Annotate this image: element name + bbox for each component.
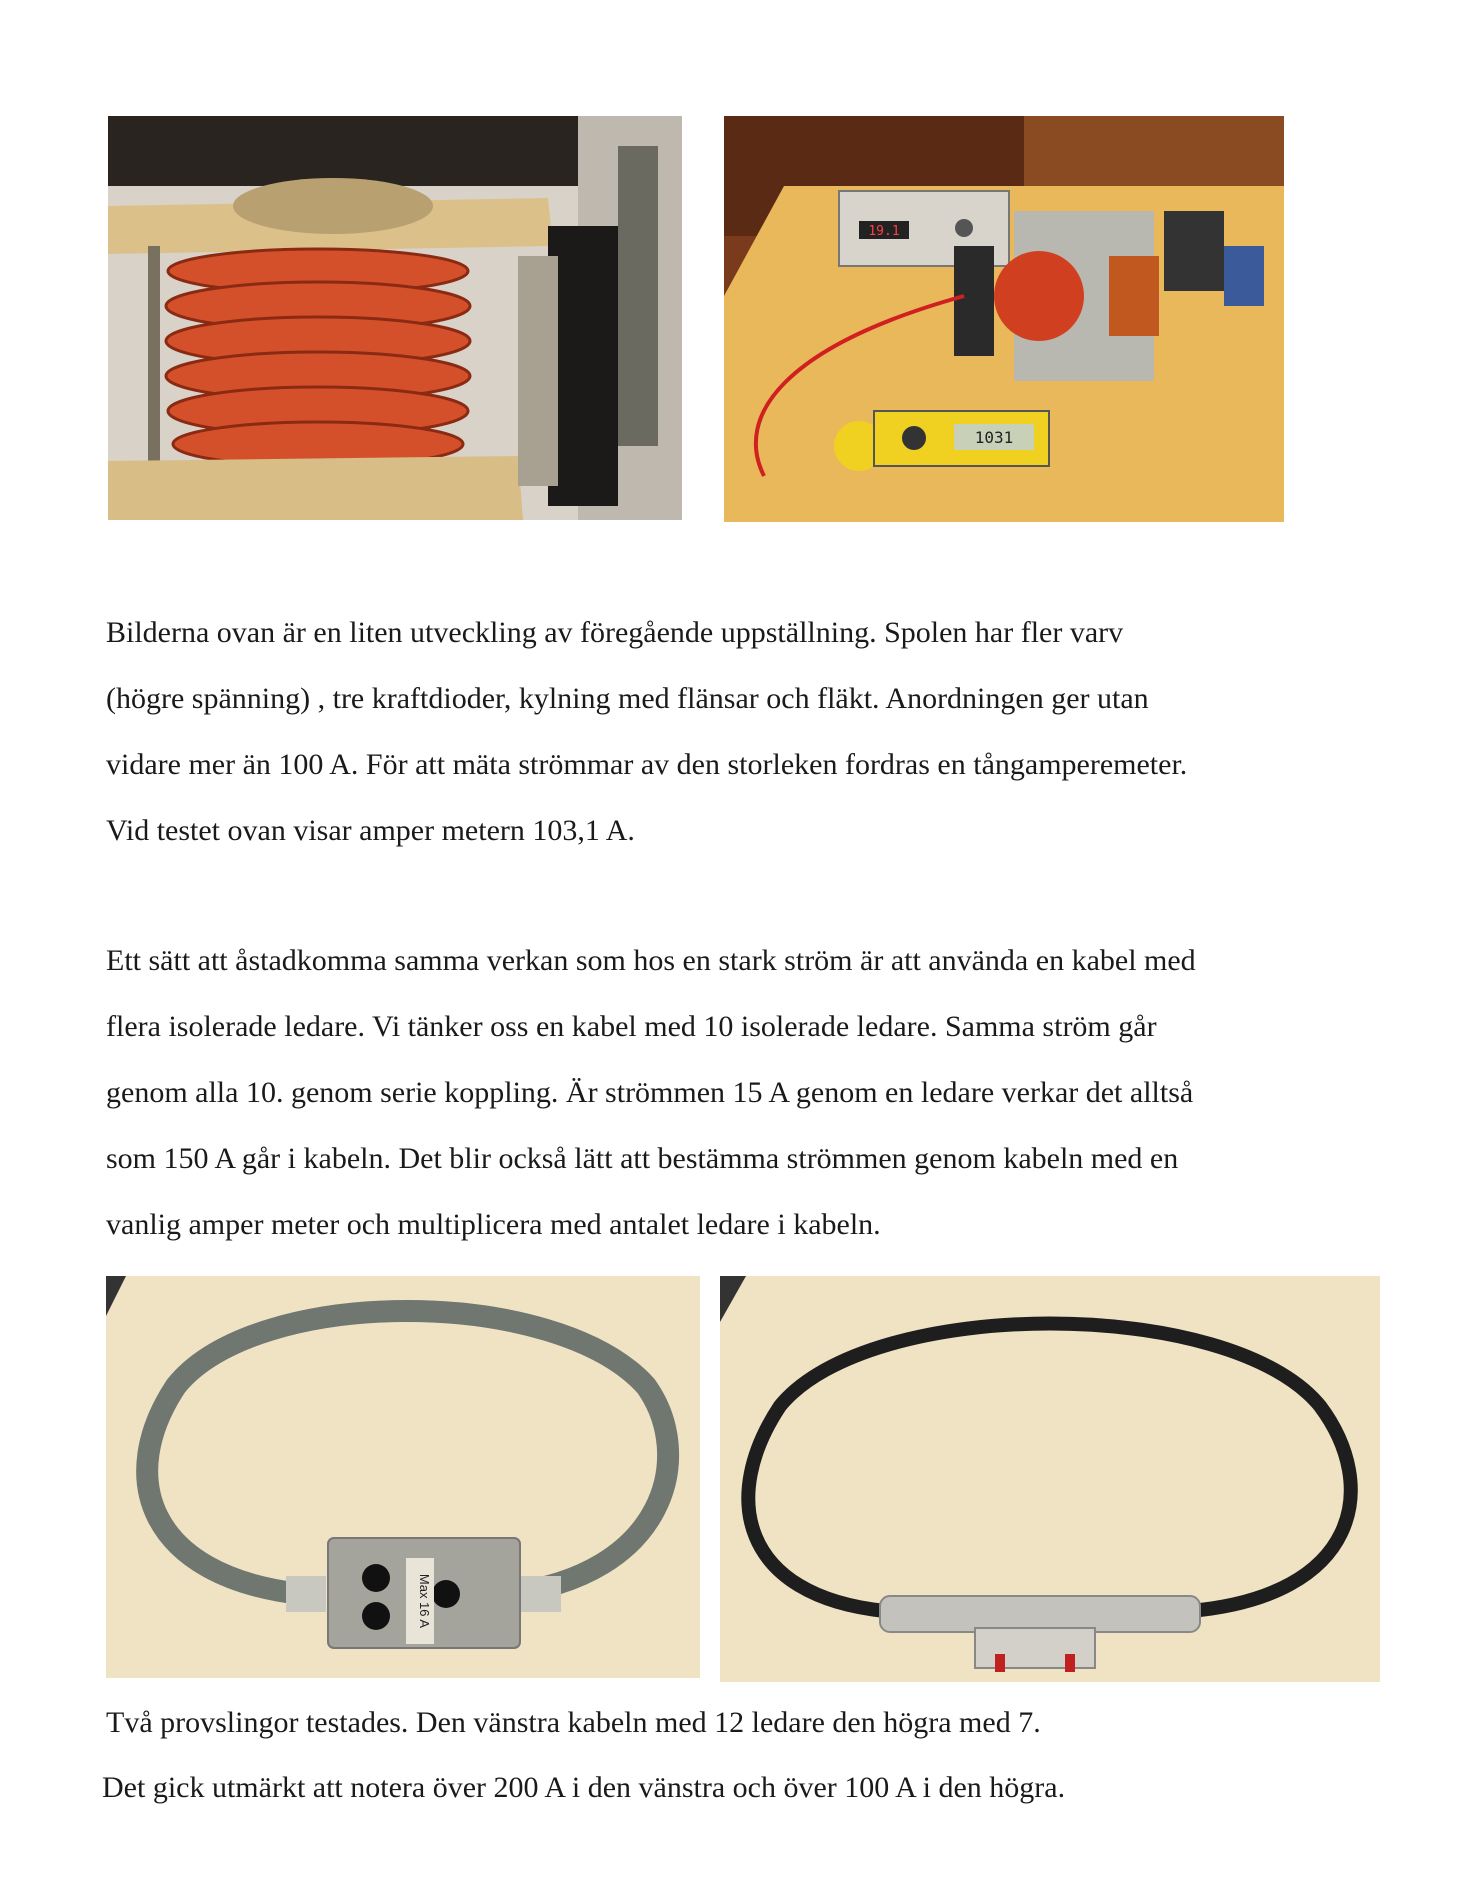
cable-loop-right-photo (720, 1276, 1380, 1682)
test-bench-photo (724, 116, 1284, 522)
text-line: flera isolerade ledare. Vi tänker oss en kabel med 10 isolerade ledare. Samma ström går (106, 1010, 1157, 1043)
text-line: Vid testet ovan visar amper metern 103,1 A. (106, 814, 635, 847)
clamp-meter-display: 1031 (974, 428, 1014, 447)
paragraph-intro (106, 600, 1366, 864)
text-line: Bilderna ovan är en liten utveckling av föregående uppställning. Spolen har fler varv (106, 616, 1124, 649)
caption-line-2: Det gick utmärkt att notera över 200 A i den vänstra och över 100 A i den högra. (102, 1771, 1066, 1804)
text-line: som 150 A går i kabeln. Det blir också lätt att bestämma strömmen genom kabeln med en (106, 1142, 1179, 1175)
coil-assembly-photo (108, 116, 682, 520)
text-line: vidare mer än 100 A. För att mäta strömmar av den storleken fordras en tångamperemeter. (106, 748, 1188, 781)
cable-loop-left-photo (106, 1276, 700, 1678)
text-line: genom alla 10. genom serie koppling. Är strömmen 15 A genom en ledare verkar det alltså (106, 1076, 1194, 1109)
box-label: Max 16 A (417, 1573, 432, 1629)
text-line: (högre spänning) , tre kraftdioder, kylning med flänsar och fläkt. Anordningen ger utan (106, 682, 1149, 715)
caption-line-1: Två provslingor testades. Den vänstra kabeln med 12 ledare den högra med 7. (106, 1706, 1041, 1739)
text-line: vanlig amper meter och multiplicera med antalet ledare i kabeln. (106, 1208, 881, 1241)
text-line: Ett sätt att åstadkomma samma verkan som hos en stark ström är att använda en kabel med (106, 944, 1196, 977)
supply-display: 19.1 (868, 224, 900, 239)
paragraph-cable (106, 928, 1366, 1258)
